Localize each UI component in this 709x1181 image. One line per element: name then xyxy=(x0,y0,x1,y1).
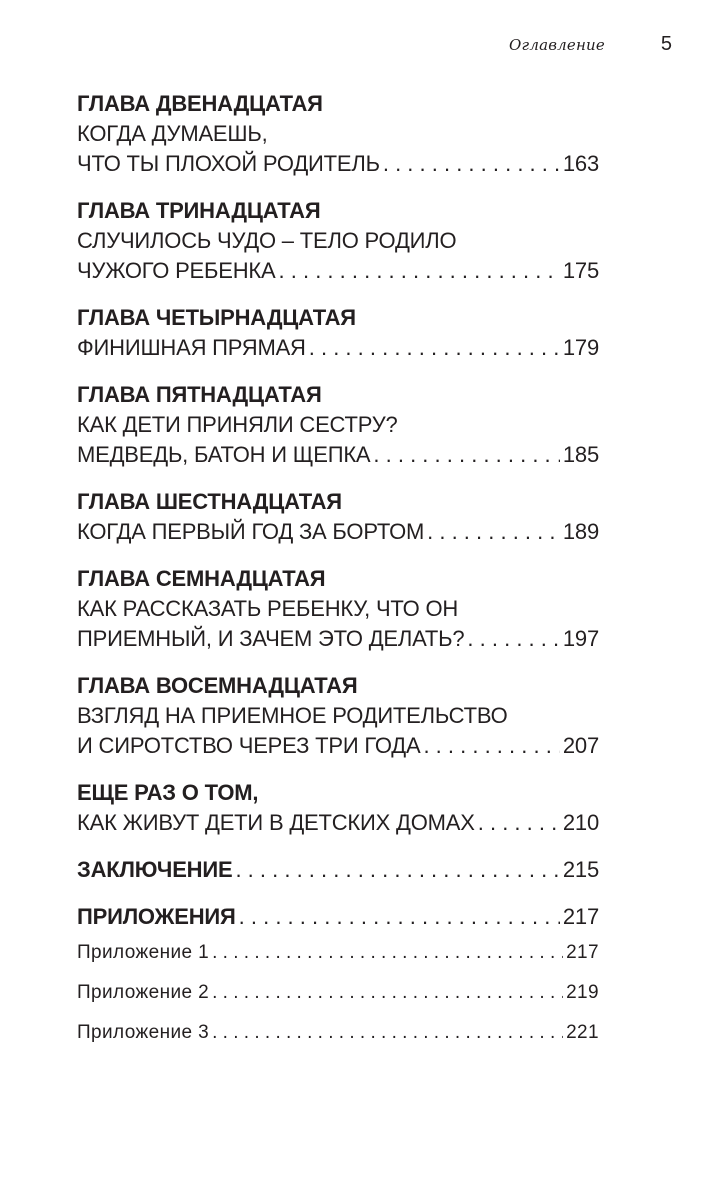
dot-leader xyxy=(478,808,560,838)
chapter-heading: ГЛАВА ТРИНАДЦАТАЯ xyxy=(77,198,321,223)
page-reference[interactable]: 210 xyxy=(562,810,599,835)
dot-leader xyxy=(373,440,559,470)
page-reference[interactable]: 219 xyxy=(566,982,599,1003)
dot-leader xyxy=(235,855,559,885)
appendix-label: Приложение 2 xyxy=(77,982,210,1003)
chapter-title-leader-line xyxy=(77,333,599,363)
dot-leader xyxy=(423,731,559,761)
dot-leader xyxy=(279,256,560,286)
chapter-heading: ГЛАВА ДВЕНАДЦАТАЯ xyxy=(77,91,323,116)
page-number: 5 xyxy=(660,33,672,55)
chapter-heading: ГЛАВА СЕМНАДЦАТАЯ xyxy=(77,566,326,591)
toc-entry-chapter-18[interactable] xyxy=(77,671,599,761)
page-reference[interactable]: 207 xyxy=(562,733,599,758)
appendix-label: Приложение 3 xyxy=(77,1022,210,1043)
chapter-title-line: ЧУЖОГО РЕБЕНКА xyxy=(77,258,276,283)
table-of-contents xyxy=(77,89,599,1058)
chapter-title-line: СЛУЧИЛОСЬ ЧУДО – ТЕЛО РОДИЛО xyxy=(77,228,457,253)
toc-entry-appendices[interactable] xyxy=(77,902,599,932)
chapter-title-leader-line xyxy=(77,808,599,838)
toc-entry-orphanages[interactable] xyxy=(77,778,599,838)
chapter-title-leader-line xyxy=(77,624,599,654)
appendix-list xyxy=(77,938,599,1048)
dot-leader xyxy=(467,624,559,654)
chapter-title-line: КОГДА ДУМАЕШЬ, xyxy=(77,121,268,146)
page-reference[interactable]: 217 xyxy=(562,904,599,929)
toc-entry-chapter-17[interactable] xyxy=(77,564,599,654)
page-reference[interactable]: 189 xyxy=(562,519,599,544)
dot-leader xyxy=(212,978,563,1008)
chapter-title-line: КОГДА ПЕРВЫЙ ГОД ЗА БОРТОМ xyxy=(77,519,425,544)
page-reference[interactable]: 185 xyxy=(562,442,599,467)
chapter-title-leader-line xyxy=(77,440,599,470)
dot-leader xyxy=(309,333,560,363)
dot-leader xyxy=(212,938,563,968)
chapter-heading: ГЛАВА ШЕСТНАДЦАТАЯ xyxy=(77,489,342,514)
toc-entry-appendix-3[interactable] xyxy=(77,1018,599,1048)
chapter-title-leader-line xyxy=(77,731,599,761)
chapter-heading: ГЛАВА ВОСЕМНАДЦАТАЯ xyxy=(77,673,358,698)
toc-entry-chapter-12[interactable] xyxy=(77,89,599,179)
chapter-heading: ГЛАВА ПЯТНАДЦАТАЯ xyxy=(77,382,322,407)
dot-leader xyxy=(239,902,560,932)
chapter-title-leader-line xyxy=(77,149,599,179)
page-reference[interactable]: 215 xyxy=(562,857,599,882)
toc-entry-appendix-1[interactable] xyxy=(77,938,599,968)
toc-entry-appendix-2[interactable] xyxy=(77,978,599,1008)
appendices-leader-line xyxy=(77,902,599,932)
chapter-title-line: КАК РАССКАЗАТЬ РЕБЕНКУ, ЧТО ОН xyxy=(77,596,459,621)
chapter-title-leader-line xyxy=(77,256,599,286)
page-reference[interactable]: 221 xyxy=(566,1022,599,1043)
appendices-label: ПРИЛОЖЕНИЯ xyxy=(77,904,236,929)
chapter-title-line: ВЗГЛЯД НА ПРИЕМНОЕ РОДИТЕЛЬСТВО xyxy=(77,703,508,728)
chapter-title-line: КАК ДЕТИ ПРИНЯЛИ СЕСТРУ? xyxy=(77,412,398,437)
dot-leader xyxy=(383,149,560,179)
appendix-label: Приложение 1 xyxy=(77,942,210,963)
chapter-title-line: ФИНИШНАЯ ПРЯМАЯ xyxy=(77,335,306,360)
chapter-title-line: КАК ЖИВУТ ДЕТИ В ДЕТСКИХ ДОМАХ xyxy=(77,810,475,835)
page-reference[interactable]: 197 xyxy=(562,626,599,651)
dot-leader xyxy=(212,1018,563,1048)
chapter-heading: ГЛАВА ЧЕТЫРНАДЦАТАЯ xyxy=(77,305,356,330)
chapter-title-line: ПРИЕМНЫЙ, И ЗАЧЕМ ЭТО ДЕЛАТЬ? xyxy=(77,626,465,651)
page-reference[interactable]: 163 xyxy=(562,151,599,176)
dot-leader xyxy=(427,517,560,547)
chapter-title-leader-line xyxy=(77,517,599,547)
conclusion-label: ЗАКЛЮЧЕНИЕ xyxy=(77,857,233,882)
conclusion-leader-line xyxy=(77,855,599,885)
toc-entry-conclusion[interactable] xyxy=(77,855,599,885)
page-reference[interactable]: 217 xyxy=(566,942,599,963)
chapter-title-line: И СИРОТСТВО ЧЕРЕЗ ТРИ ГОДА xyxy=(77,733,421,758)
page-reference[interactable]: 179 xyxy=(562,335,599,360)
chapter-title-line: МЕДВЕДЬ, БАТОН И ЩЕПКА xyxy=(77,442,371,467)
running-title: Оглавление xyxy=(509,36,605,54)
chapter-title-line: ЧТО ТЫ ПЛОХОЙ РОДИТЕЛЬ xyxy=(77,151,380,176)
toc-entry-chapter-15[interactable] xyxy=(77,380,599,470)
toc-entry-chapter-13[interactable] xyxy=(77,196,599,286)
toc-entry-chapter-16[interactable] xyxy=(77,487,599,547)
toc-entry-chapter-14[interactable] xyxy=(77,303,599,363)
page-reference[interactable]: 175 xyxy=(562,258,599,283)
chapter-heading: ЕЩЕ РАЗ О ТОМ, xyxy=(77,780,259,805)
